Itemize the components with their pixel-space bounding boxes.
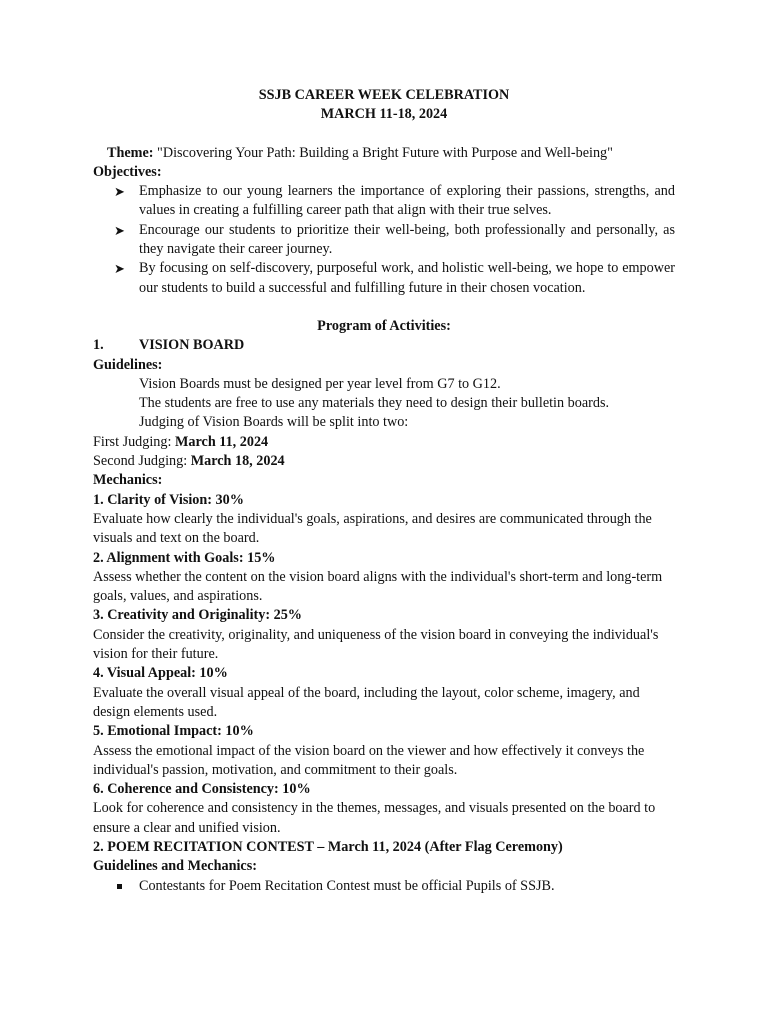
square-bullet-icon bbox=[117, 884, 122, 889]
criterion-description: Evaluate the overall visual appeal of the board, including the layout, color scheme, imagery, and design elements used. bbox=[93, 684, 640, 720]
program-heading: Program of Activities: bbox=[317, 317, 451, 334]
criterion-description: Evaluate how clearly the individual's goals, aspirations, and desires are communicated through the visuals and text on the board. bbox=[93, 510, 652, 547]
criterion-description: Assess whether the content on the vision board aligns with the individual's short-term and long-term goals, values, and aspirations. bbox=[93, 568, 663, 605]
criterion-title: 4. Visual Appeal: 10% bbox=[93, 665, 228, 682]
theme-text: "Discovering Your Path: Building a Bright Future with Purpose and Well-being" bbox=[153, 144, 613, 161]
objectives-heading: Objectives: bbox=[93, 163, 162, 180]
guideline-item: Vision Boards must be designed per year level from G7 to G12. bbox=[139, 375, 501, 392]
criterion-title: 3. Creativity and Originality: 25% bbox=[93, 607, 302, 624]
arrow-bullet-icon: ➤ bbox=[114, 222, 125, 238]
guideline-item: Judging of Vision Boards will be split into two: bbox=[139, 414, 409, 431]
document-body bbox=[93, 86, 675, 896]
objective-item: ➤ By focusing on self-discovery, purposeful work, and holistic well-being, we hope to empower our students to build a successful and fulfilling future in their chosen vocation. bbox=[114, 260, 675, 296]
criterion-title: 5. Emotional Impact: 10% bbox=[93, 723, 254, 740]
criterion-title: 1. Clarity of Vision: 30% bbox=[93, 491, 244, 508]
poem-guideline-item: Contestants for Poem Recitation Contest must be official Pupils of SSJB. bbox=[93, 877, 675, 896]
guidelines-heading: Guidelines: bbox=[93, 356, 163, 373]
vision-board-heading bbox=[93, 336, 675, 355]
document-dates: MARCH 11-18, 2024 bbox=[320, 106, 448, 123]
poem-guidelines-list bbox=[93, 877, 675, 896]
theme-line bbox=[93, 144, 675, 163]
objectives-list bbox=[93, 182, 675, 298]
arrow-bullet-icon: ➤ bbox=[114, 261, 125, 277]
objective-item: ➤ Encourage our students to prioritize their well-being, both professionally and personally, as they navigate their career journey. bbox=[114, 221, 675, 258]
criterion-title: 2. Alignment with Goals: 15% bbox=[93, 549, 276, 566]
mechanics-heading: Mechanics: bbox=[93, 472, 163, 489]
poem-guidelines-heading: Guidelines and Mechanics: bbox=[93, 858, 257, 875]
criterion-title: 6. Coherence and Consistency: 10% bbox=[93, 781, 311, 798]
objective-item: ➤ Emphasize to our young learners the importance of exploring their passions, strengths, and values in creating a fulfilling career path that align with their true selves. bbox=[114, 183, 675, 219]
guideline-item: The students are free to use any materials they need to design their bulletin boards. bbox=[139, 395, 610, 412]
arrow-bullet-icon: ➤ bbox=[114, 184, 125, 200]
vision-board-number: 1. bbox=[93, 337, 104, 354]
vision-board-title: VISION BOARD bbox=[139, 337, 245, 354]
criterion-description: Consider the creativity, originality, and uniqueness of the vision board in conveying the individual's vision for their future. bbox=[93, 626, 659, 663]
document-title: SSJB CAREER WEEK CELEBRATION bbox=[258, 87, 510, 103]
theme-label: Theme: bbox=[107, 144, 154, 161]
poem-contest-title: 2. POEM RECITATION CONTEST – March 11, 2024 (After Flag Ceremony) bbox=[93, 838, 563, 855]
criterion-description: Assess the emotional impact of the vision board on the viewer and how effectively it conveys the individual's passion, motivation, and commitment to their goals. bbox=[93, 742, 645, 778]
first-judging: First Judging: March 11, 2024 bbox=[93, 433, 269, 450]
criterion-description: Look for coherence and consistency in the themes, messages, and visuals presented on the board to ensure a clear and unified vision. bbox=[93, 800, 656, 836]
second-judging: Second Judging: March 18, 2024 bbox=[93, 453, 285, 470]
